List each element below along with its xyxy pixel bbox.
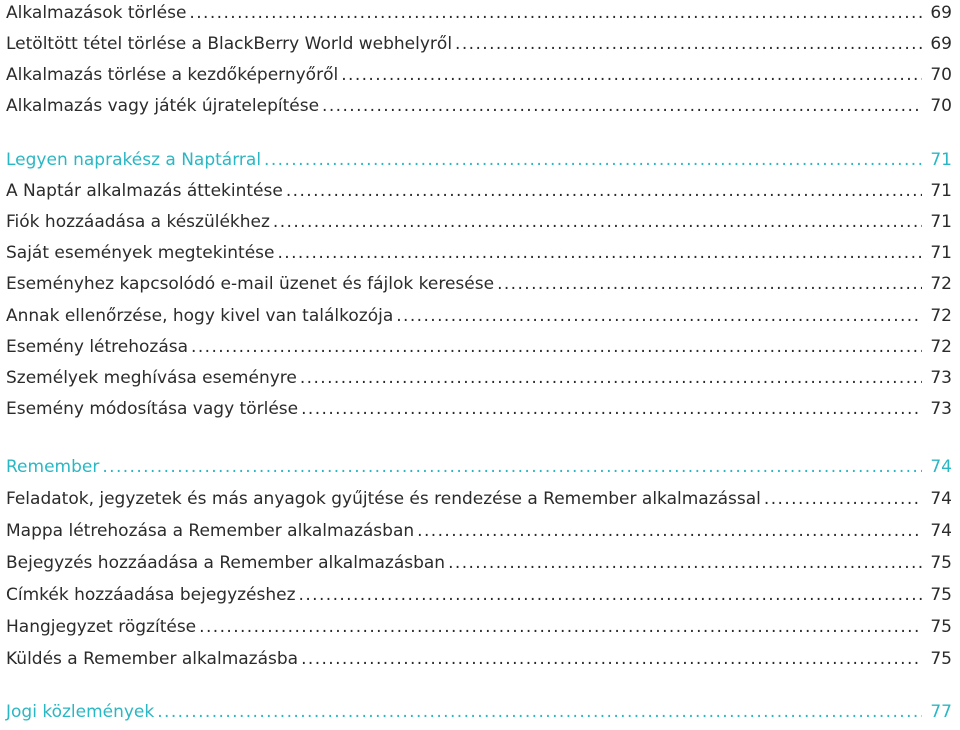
toc-entry-page: 71 bbox=[930, 150, 952, 170]
toc-dot-leader bbox=[191, 332, 922, 362]
toc-entry-page: 73 bbox=[930, 399, 952, 419]
toc-entry-label: Küldés a Remember alkalmazásba bbox=[6, 649, 299, 669]
toc-entry-label: Alkalmazás törlése a kezdőképernyőről bbox=[6, 65, 339, 85]
toc-dot-leader bbox=[299, 580, 922, 610]
toc-dot-leader bbox=[448, 548, 922, 578]
toc-entry-label: Remember bbox=[6, 457, 100, 477]
toc-dot-leader bbox=[322, 91, 922, 121]
toc-dot-leader bbox=[264, 145, 922, 175]
toc-entry-label: Legyen naprakész a Naptárral bbox=[6, 150, 262, 170]
toc-section-heading[interactable] bbox=[6, 697, 952, 727]
toc-entry[interactable] bbox=[6, 548, 952, 578]
toc-dot-leader bbox=[273, 207, 922, 237]
toc-entry-page: 75 bbox=[930, 649, 952, 669]
toc-entry[interactable] bbox=[6, 207, 952, 237]
toc-section-heading[interactable] bbox=[6, 145, 952, 175]
toc-section-heading[interactable] bbox=[6, 452, 952, 482]
toc-entry-page: 75 bbox=[930, 553, 952, 573]
toc-entry[interactable] bbox=[6, 484, 952, 514]
toc-entry[interactable] bbox=[6, 238, 952, 268]
toc-entry-page: 74 bbox=[930, 457, 952, 477]
toc-entry-label: Címkék hozzáadása bejegyzéshez bbox=[6, 585, 296, 605]
toc-entry-page: 72 bbox=[930, 337, 952, 357]
toc-entry-label: Alkalmazás vagy játék újratelepítése bbox=[6, 96, 320, 116]
toc-entry-label: Annak ellenőrzése, hogy kivel van találkozója bbox=[6, 306, 394, 326]
toc-entry-label: Letöltött tétel törlése a BlackBerry World webhelyről bbox=[6, 34, 453, 54]
toc-entry-page: 72 bbox=[930, 274, 952, 294]
toc-dot-leader bbox=[102, 452, 922, 482]
toc-entry[interactable] bbox=[6, 0, 952, 28]
toc-entry-label: Bejegyzés hozzáadása a Remember alkalmazásban bbox=[6, 553, 446, 573]
toc-dot-leader bbox=[764, 484, 922, 514]
toc-dot-leader bbox=[286, 176, 922, 206]
toc-entry-page: 75 bbox=[930, 585, 952, 605]
toc-entry-label: Alkalmazások törlése bbox=[6, 3, 187, 23]
toc-dot-leader bbox=[417, 516, 922, 546]
toc-entry[interactable] bbox=[6, 516, 952, 546]
toc-entry[interactable] bbox=[6, 301, 952, 331]
toc-dot-leader bbox=[497, 269, 922, 299]
toc-entry-page: 75 bbox=[930, 617, 952, 637]
toc-dot-leader bbox=[301, 394, 922, 424]
toc-entry-label: Fiók hozzáadása a készülékhez bbox=[6, 212, 270, 232]
toc-entry[interactable] bbox=[6, 29, 952, 59]
toc-entry[interactable] bbox=[6, 176, 952, 206]
toc-entry-label: Mappa létrehozása a Remember alkalmazásban bbox=[6, 521, 415, 541]
toc-entry[interactable] bbox=[6, 644, 952, 674]
toc-entry-label: Saját események megtekintése bbox=[6, 243, 275, 263]
toc-entry-label: Esemény módosítása vagy törlése bbox=[6, 399, 299, 419]
toc-entry-page: 69 bbox=[930, 34, 952, 54]
toc-dot-leader bbox=[341, 60, 922, 90]
toc-entry-page: 74 bbox=[930, 521, 952, 541]
toc-entry-page: 77 bbox=[930, 702, 952, 722]
toc-entry-label: Hangjegyzet rögzítése bbox=[6, 617, 197, 637]
toc-entry[interactable] bbox=[6, 269, 952, 299]
toc-dot-leader bbox=[300, 363, 922, 393]
toc-entry-label: Jogi közlemények bbox=[6, 702, 155, 722]
toc-entry-page: 74 bbox=[930, 489, 952, 509]
toc-entry[interactable] bbox=[6, 580, 952, 610]
toc-entry[interactable] bbox=[6, 394, 952, 424]
toc-entry-page: 72 bbox=[930, 306, 952, 326]
toc-entry-page: 69 bbox=[930, 3, 952, 23]
toc-entry[interactable] bbox=[6, 363, 952, 393]
toc-entry-label: Személyek meghívása eseményre bbox=[6, 368, 297, 388]
toc-dot-leader bbox=[189, 0, 922, 28]
toc-entry-label: A Naptár alkalmazás áttekintése bbox=[6, 181, 283, 201]
toc-entry-page: 71 bbox=[930, 181, 952, 201]
toc-entry-page: 73 bbox=[930, 368, 952, 388]
toc-entry-page: 70 bbox=[930, 65, 952, 85]
toc-entry[interactable] bbox=[6, 332, 952, 362]
toc-dot-leader bbox=[396, 301, 922, 331]
toc-entry-label: Feladatok, jegyzetek és más anyagok gyűjtése és rendezése a Remember alkalmazással bbox=[6, 489, 761, 509]
toc-entry-label: Eseményhez kapcsolódó e-mail üzenet és fájlok keresése bbox=[6, 274, 495, 294]
toc-entry-page: 70 bbox=[930, 96, 952, 116]
toc-entry[interactable] bbox=[6, 60, 952, 90]
toc-dot-leader bbox=[199, 612, 922, 642]
toc-entry-page: 71 bbox=[930, 243, 952, 263]
toc-entry-page: 71 bbox=[930, 212, 952, 232]
toc-dot-leader bbox=[301, 644, 922, 674]
toc-dot-leader bbox=[455, 29, 922, 59]
toc-dot-leader bbox=[157, 697, 922, 727]
toc-entry[interactable] bbox=[6, 612, 952, 642]
toc-entry-label: Esemény létrehozása bbox=[6, 337, 189, 357]
toc-entry[interactable] bbox=[6, 91, 952, 121]
toc-dot-leader bbox=[277, 238, 922, 268]
